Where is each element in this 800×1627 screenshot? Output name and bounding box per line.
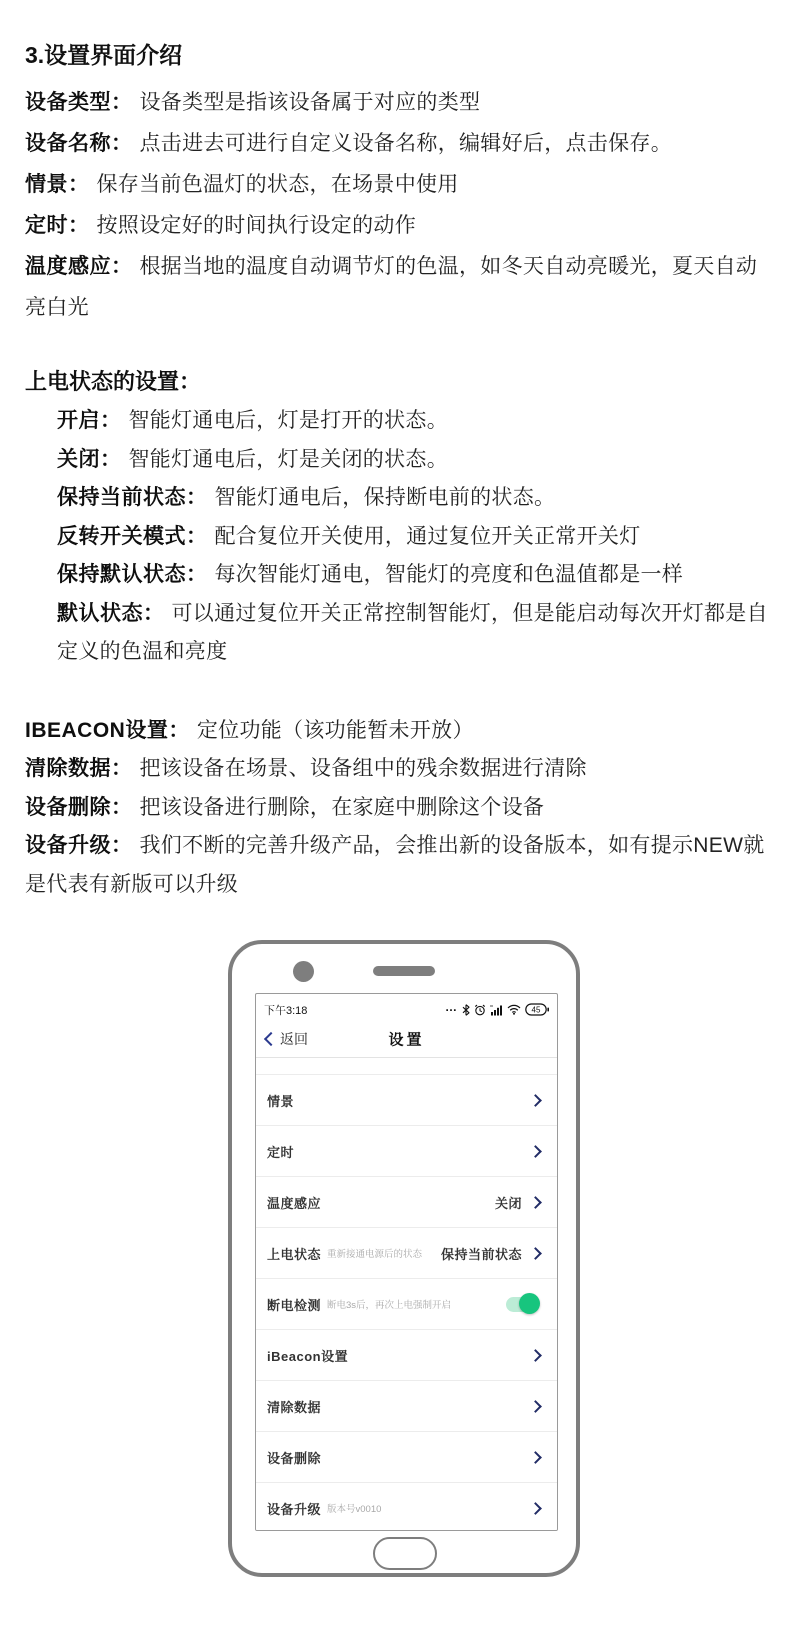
page-title: 设置: [388, 1031, 425, 1048]
row-value: 关闭: [494, 1195, 522, 1211]
doc-line-delete-device: 设备删除： 把该设备进行删除，在家庭中删除这个设备: [25, 795, 545, 819]
ellipsis-icon: …: [445, 999, 458, 1014]
chevron-right-icon: [529, 1349, 542, 1362]
svg-text:45: 45: [531, 1005, 541, 1015]
bluetooth-icon: [462, 1004, 470, 1016]
wifi-icon: [507, 1004, 521, 1015]
power-state-invert: 反转开关模式： 配合复位开关使用，通过复位开关正常开关灯: [57, 524, 641, 548]
back-label: 返回: [280, 1030, 308, 1047]
doc-line-device-name: 设备名称： 点击进去可进行自定义设备名称，编辑好后，点击保存。: [25, 132, 672, 155]
home-button[interactable]: [373, 1537, 437, 1570]
camera-dot: [293, 961, 314, 982]
speaker-slot: [373, 966, 435, 976]
chevron-right-icon: [529, 1196, 542, 1209]
row-subtext: 版本号v0010: [327, 1504, 382, 1515]
doc-line-scene: 情景： 保存当前色温灯的状态，在场景中使用: [25, 173, 459, 196]
power-state-default: 默认状态： 可以通过复位开关正常控制智能灯，但是能启动每次开灯都是自定义的色温和亮度: [57, 601, 768, 663]
row-subtext: 断电3s后，再次上电强制开启: [327, 1300, 452, 1311]
nav-bar: [256, 1020, 557, 1058]
chevron-right-icon: [529, 1145, 542, 1158]
status-time: 下午3:18: [264, 1004, 308, 1017]
row-power-off-detect[interactable]: 断电检测 断电3s后，再次上电强制开启: [256, 1279, 557, 1330]
power-off-detect-toggle[interactable]: [506, 1293, 540, 1315]
settings-list: [256, 1074, 557, 1531]
power-state-off: 关闭： 智能灯通电后，灯是关闭的状态。: [57, 447, 448, 471]
doc-line-ibeacon: IBEACON设置： 定位功能（该功能暂未开放）: [25, 718, 474, 742]
doc-line-timer: 定时： 按照设定好的时间执行设定的动作: [25, 214, 416, 237]
power-state-keep: 保持当前状态： 智能灯通电后，保持断电前的状态。: [57, 486, 556, 509]
doc-line-upgrade: 设备升级： 我们不断的完善升级产品，会推出新的设备版本，如有提示NEW就是代表有新版可以升级: [25, 834, 765, 896]
alarm-clock-icon: [474, 1004, 486, 1016]
chevron-right-icon: [529, 1247, 542, 1260]
status-icons: [445, 999, 549, 1016]
chevron-right-icon: [529, 1094, 542, 1107]
row-value: 保持当前状态: [440, 1246, 522, 1262]
row-scene[interactable]: 情景: [256, 1075, 557, 1126]
phone-screen: [255, 993, 558, 1531]
section-3: [25, 712, 777, 905]
row-device-upgrade[interactable]: 设备升级 版本号v0010: [256, 1483, 557, 1531]
row-delete-device[interactable]: 设备删除: [256, 1432, 557, 1483]
chevron-right-icon: [529, 1451, 542, 1464]
doc-title: 3.设置界面介绍: [25, 42, 183, 68]
row-subtext: 重新接通电源后的状态: [327, 1249, 423, 1260]
row-ibeacon[interactable]: iBeacon设置: [256, 1330, 557, 1381]
battery-icon: [525, 1003, 549, 1016]
doc-line-device-type: 设备类型： 设备类型是指该设备属于对应的类型: [25, 91, 481, 114]
row-timer[interactable]: 定时: [256, 1126, 557, 1177]
chevron-right-icon: [529, 1502, 542, 1515]
row-power-on-state[interactable]: 上电状态 重新接通电源后的状态 保持当前状态: [256, 1228, 557, 1279]
status-bar: [256, 994, 557, 1020]
doc-line-clear-data: 清除数据： 把该设备在场景、设备组中的残余数据进行清除: [25, 757, 587, 780]
row-clear-data[interactable]: 清除数据: [256, 1381, 557, 1432]
power-state-keep-default: 保持默认状态： 每次智能灯通电，智能灯的亮度和色温值都是一样: [57, 563, 684, 586]
doc-line-temperature: 温度感应： 根据当地的温度自动调节灯的色温，如冬天自动亮暖光，夏天自动亮白光: [25, 255, 758, 319]
cell-signal-icon: [490, 1004, 503, 1016]
power-state-heading: 上电状态的设置：: [25, 369, 202, 394]
power-state-on: 开启： 智能灯通电后，灯是打开的状态。: [57, 409, 448, 432]
row-temperature-sense[interactable]: 温度感应 关闭: [256, 1177, 557, 1228]
chevron-right-icon: [529, 1400, 542, 1413]
phone-mockup: [228, 940, 580, 1577]
